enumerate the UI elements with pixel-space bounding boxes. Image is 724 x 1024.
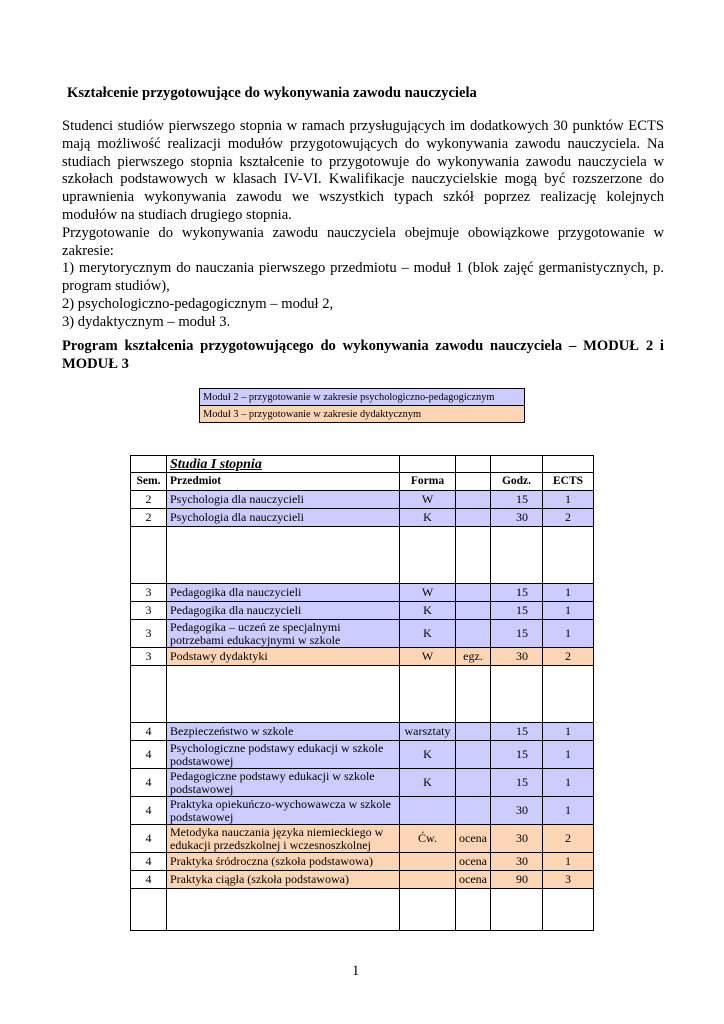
cell-forma: K [400,509,456,527]
empty-cell [400,527,456,584]
empty-cell [400,666,456,723]
cell-godz: 15 [491,584,543,602]
empty-cell [543,666,594,723]
empty-cell [167,527,400,584]
cell-godz: 15 [491,723,543,741]
intro-paragraph-2: Przygotowanie do wykonywania zawodu nauczyciela obejmuje obowiązkowe przygotowanie w zakresie: [62,224,664,259]
cell-zaliczenie [456,491,491,509]
cell-ects: 1 [543,723,594,741]
cell-przedmiot: Praktyka opiekuńczo-wychowawcza w szkole podstawowej [167,797,400,825]
header-sem: Sem. [131,473,167,491]
cell-zaliczenie: ocena [456,825,491,853]
cell-godz: 30 [491,825,543,853]
empty-cell [491,666,543,723]
cell-zaliczenie [456,602,491,620]
cell-ects: 1 [543,584,594,602]
cell-sem: 3 [131,620,167,648]
legend-modul-2: Moduł 2 – przygotowanie w zakresie psychologiczno-pedagogicznym [200,389,525,406]
empty-cell [167,889,400,931]
cell-forma: K [400,620,456,648]
table-row [131,769,594,797]
cell-sem: 3 [131,648,167,666]
cell-zaliczenie: egz. [456,648,491,666]
cell-ects: 3 [543,871,594,889]
cell-ects: 1 [543,741,594,769]
cell-przedmiot: Metodyka nauczania języka niemieckiego w edukacji przedszkolnej i wczesnoszkolnej [167,825,400,853]
cell-ects: 1 [543,769,594,797]
header-godz: Godz. [491,473,543,491]
empty-cell [491,889,543,931]
table-row [131,797,594,825]
table-row [131,723,594,741]
header-zaliczenie [456,473,491,491]
cell-przedmiot: Pedagogika – uczeń ze specjalnymi potrzebami edukacyjnymi w szkole [167,620,400,648]
cell-sem: 3 [131,602,167,620]
empty-cell [131,889,167,931]
cell-przedmiot: Bezpieczeństwo w szkole [167,723,400,741]
table-row [131,648,594,666]
cell-przedmiot: Podstawy dydaktyki [167,648,400,666]
cell-ects: 2 [543,825,594,853]
cell-forma: K [400,769,456,797]
cell-przedmiot: Pedagogiczne podstawy edukacji w szkole podstawowej [167,769,400,797]
cell-forma: W [400,584,456,602]
table-header-row [131,473,594,491]
cell-zaliczenie [456,741,491,769]
empty-cell [543,527,594,584]
intro-item-3: 3) dydaktycznym – moduł 3. [62,313,231,330]
cell-forma: Ćw. [400,825,456,853]
table-row [131,509,594,527]
cell-godz: 15 [491,602,543,620]
cell-sem: 4 [131,871,167,889]
table-row [131,741,594,769]
cell-sem: 2 [131,491,167,509]
table-spacer-row [131,889,594,931]
empty-cell [456,889,491,931]
cell-zaliczenie [456,509,491,527]
cell-forma: W [400,491,456,509]
cell-ects: 1 [543,853,594,871]
table-row [131,620,594,648]
cell-godz: 30 [491,797,543,825]
cell-przedmiot: Psychologiczne podstawy edukacji w szkole podstawowej [167,741,400,769]
page-number: 1 [352,963,360,979]
cell-sem: 4 [131,853,167,871]
intro-item-1: 1) merytorycznym do nauczania pierwszego przedmiotu – moduł 1 (blok zajęć germanistycznych, p. program studiów), [62,260,664,295]
empty-cell [131,527,167,584]
cell-godz: 15 [491,769,543,797]
cell-forma [400,797,456,825]
table-title-row [131,456,594,473]
empty-cell [456,527,491,584]
cell-sem: 4 [131,825,167,853]
table-title: Studia I stopnia [170,456,262,472]
cell-ects: 1 [543,491,594,509]
cell-sem: 4 [131,741,167,769]
table-row [131,871,594,889]
cell-zaliczenie: ocena [456,853,491,871]
header-przedmiot: Przedmiot [167,473,400,491]
program-title: Program kształcenia przygotowującego do wykonywania zawodu nauczyciela – MODUŁ 2 i MODUŁ 3 [62,338,664,372]
table-row [131,853,594,871]
cell-forma: K [400,741,456,769]
cell-godz: 90 [491,871,543,889]
cell-ects: 1 [543,797,594,825]
empty-cell [491,527,543,584]
cell-godz: 15 [491,741,543,769]
intro-paragraph-1: Studenci studiów pierwszego stopnia w ramach przysługujących im dodatkowych 30 punktów ECTS mają możliwość realizacji modułów przygotowujących do wykonywania zawodu nauczyciela. Na studiach pierwszego stopnia kształcenie to przygotowuje do wykonywania zawodu nauczyciela w szkołach podstawowych w klasach IV-VI. Kwalifikacje nauczycielskie mogą być rozszerzone do uprawnienia wykonywania zawodu we wszystkich typach szkół poprzez realizację kolejnych modułów na studiach drugiego stopnia. [62,118,664,223]
cell-ects: 1 [543,602,594,620]
cell-sem: 3 [131,584,167,602]
intro-item-2: 2) psychologiczno-pedagogicznym – moduł 2, [62,295,334,312]
empty-cell [543,889,594,931]
cell-forma [400,853,456,871]
module-legend [199,388,525,423]
header-forma: Forma [400,473,456,491]
table-spacer-row [131,527,594,584]
document-heading: Kształcenie przygotowujące do wykonywania zawodu nauczyciela [67,85,477,101]
empty-cell [456,666,491,723]
cell-godz: 30 [491,648,543,666]
cell-godz: 30 [491,853,543,871]
cell-zaliczenie [456,797,491,825]
cell-forma [400,871,456,889]
table-row [131,602,594,620]
cell-ects: 1 [543,620,594,648]
table-row [131,491,594,509]
cell-przedmiot: Psychologia dla nauczycieli [167,491,400,509]
cell-zaliczenie [456,723,491,741]
cell-przedmiot: Praktyka ciągła (szkoła podstawowa) [167,871,400,889]
table-row [131,584,594,602]
cell-forma: W [400,648,456,666]
table-spacer-row [131,666,594,723]
cell-ects: 2 [543,509,594,527]
intro-text [62,118,664,332]
cell-zaliczenie [456,769,491,797]
cell-sem: 4 [131,723,167,741]
cell-forma: warsztaty [400,723,456,741]
curriculum-table [130,455,594,931]
table-row [131,825,594,853]
header-ects: ECTS [543,473,594,491]
empty-cell [167,666,400,723]
cell-przedmiot: Pedagogika dla nauczycieli [167,584,400,602]
empty-cell [400,889,456,931]
cell-godz: 15 [491,491,543,509]
cell-forma: K [400,602,456,620]
cell-sem: 4 [131,769,167,797]
cell-przedmiot: Praktyka śródroczna (szkoła podstawowa) [167,853,400,871]
cell-przedmiot: Psychologia dla nauczycieli [167,509,400,527]
legend-modul-3: Moduł 3 – przygotowanie w zakresie dydaktycznym [200,406,525,423]
cell-zaliczenie [456,584,491,602]
cell-przedmiot: Pedagogika dla nauczycieli [167,602,400,620]
cell-godz: 30 [491,509,543,527]
cell-sem: 4 [131,797,167,825]
empty-cell [131,666,167,723]
cell-zaliczenie: ocena [456,871,491,889]
cell-ects: 2 [543,648,594,666]
cell-godz: 15 [491,620,543,648]
cell-zaliczenie [456,620,491,648]
cell-sem: 2 [131,509,167,527]
